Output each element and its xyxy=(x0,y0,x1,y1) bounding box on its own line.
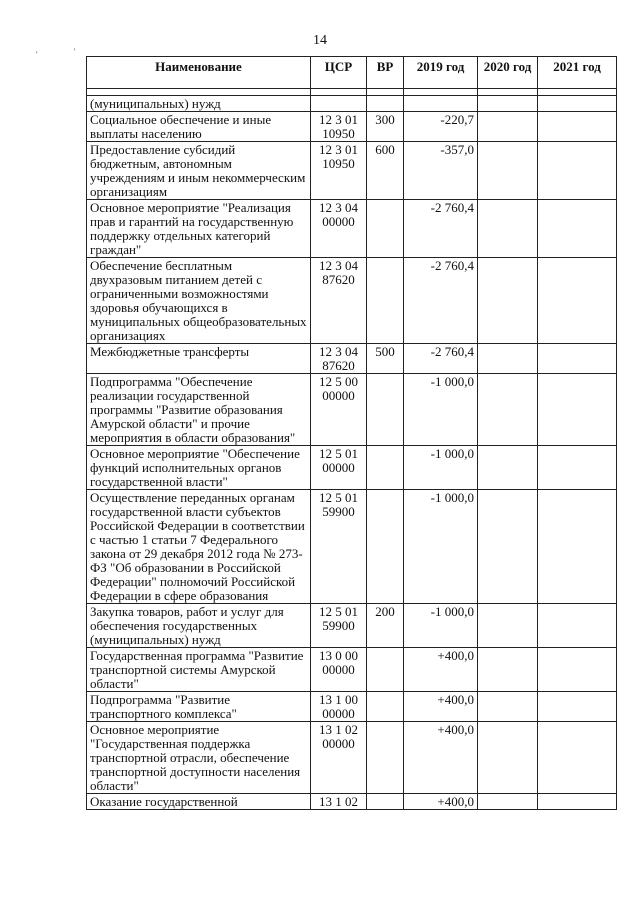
row-csr-code: 13 0 00 00000 xyxy=(311,648,367,692)
row-vr-code: 500 xyxy=(367,344,404,374)
row-value-2020 xyxy=(478,604,538,648)
table-row xyxy=(87,200,617,258)
header-2021: 2021 год xyxy=(538,57,617,89)
row-csr-code: 12 5 01 59900 xyxy=(311,490,367,604)
row-value-2020 xyxy=(478,794,538,810)
header-csr: ЦСР xyxy=(311,57,367,89)
row-vr-code xyxy=(367,648,404,692)
row-value-2019: -2 760,4 xyxy=(404,200,478,258)
row-value-2021 xyxy=(538,604,617,648)
row-value-2021 xyxy=(538,490,617,604)
row-vr-code xyxy=(367,722,404,794)
table-header-row xyxy=(87,57,617,89)
table-row xyxy=(87,112,617,142)
table-row xyxy=(87,692,617,722)
row-csr-code: 12 3 04 00000 xyxy=(311,200,367,258)
row-name: Основное мероприятие "Обеспечение функций исполнительных органов государственной власти" xyxy=(87,446,311,490)
row-value-2021 xyxy=(538,374,617,446)
row-name: Основное мероприятие "Государственная поддержка транспортной отрасли, обеспечение транспортной доступности населения области" xyxy=(87,722,311,794)
row-value-2019 xyxy=(404,96,478,112)
row-value-2019: -1 000,0 xyxy=(404,446,478,490)
row-value-2021 xyxy=(538,200,617,258)
table-row xyxy=(87,142,617,200)
table-row xyxy=(87,722,617,794)
row-vr-code xyxy=(367,446,404,490)
row-name: Подпрограмма "Развитие транспортного комплекса" xyxy=(87,692,311,722)
row-value-2020 xyxy=(478,258,538,344)
row-value-2019: +400,0 xyxy=(404,648,478,692)
row-value-2020 xyxy=(478,490,538,604)
row-value-2019: +400,0 xyxy=(404,722,478,794)
row-value-2021 xyxy=(538,112,617,142)
row-vr-code xyxy=(367,490,404,604)
row-name: Закупка товаров, работ и услуг для обеспечения государственных (муниципальных) нужд xyxy=(87,604,311,648)
header-2019: 2019 год xyxy=(404,57,478,89)
row-value-2021 xyxy=(538,344,617,374)
row-value-2021 xyxy=(538,446,617,490)
row-value-2020 xyxy=(478,374,538,446)
row-name: (муниципальных) нужд xyxy=(87,96,311,112)
row-value-2019: -1 000,0 xyxy=(404,490,478,604)
row-name: Основное мероприятие "Реализация прав и гарантий на государственную поддержку отдельных категорий граждан" xyxy=(87,200,311,258)
row-value-2020 xyxy=(478,692,538,722)
row-value-2020 xyxy=(478,446,538,490)
table-row xyxy=(87,96,617,112)
row-vr-code: 600 xyxy=(367,142,404,200)
row-csr-code: 12 3 04 87620 xyxy=(311,344,367,374)
row-csr-code: 12 5 01 59900 xyxy=(311,604,367,648)
row-csr-code: 12 3 04 87620 xyxy=(311,258,367,344)
row-value-2020 xyxy=(478,200,538,258)
row-value-2020 xyxy=(478,648,538,692)
row-value-2020 xyxy=(478,722,538,794)
row-name: Предоставление субсидий бюджетным, автономным учреждениям и иным некоммерческим организациям xyxy=(87,142,311,200)
row-vr-code: 300 xyxy=(367,112,404,142)
row-csr-code: 13 1 00 00000 xyxy=(311,692,367,722)
budget-table xyxy=(86,56,617,810)
row-value-2020 xyxy=(478,344,538,374)
table-row xyxy=(87,604,617,648)
row-value-2019: -2 760,4 xyxy=(404,344,478,374)
row-name: Подпрограмма "Обеспечение реализации государственной программы "Развитие образования Амурской области" и прочие мероприятия в области образования" xyxy=(87,374,311,446)
header-vr: ВР xyxy=(367,57,404,89)
row-csr-code: 13 1 02 xyxy=(311,794,367,810)
row-value-2021 xyxy=(538,96,617,112)
row-value-2019: +400,0 xyxy=(404,794,478,810)
row-name: Обеспечение бесплатным двухразовым питанием детей с ограниченными возможностями здоровья обучающихся в муниципальных общеобразовательных организациях xyxy=(87,258,311,344)
row-name: Межбюджетные трансферты xyxy=(87,344,311,374)
row-value-2019: -220,7 xyxy=(404,112,478,142)
header-2020: 2020 год xyxy=(478,57,538,89)
table-row xyxy=(87,258,617,344)
row-vr-code xyxy=(367,794,404,810)
row-value-2019: -1 000,0 xyxy=(404,604,478,648)
table-row xyxy=(87,490,617,604)
row-vr-code xyxy=(367,258,404,344)
table-row xyxy=(87,374,617,446)
row-value-2020 xyxy=(478,96,538,112)
row-value-2021 xyxy=(538,722,617,794)
scan-speck: ' xyxy=(36,50,38,59)
row-value-2019: +400,0 xyxy=(404,692,478,722)
row-value-2020 xyxy=(478,142,538,200)
row-value-2021 xyxy=(538,648,617,692)
table-row xyxy=(87,648,617,692)
row-value-2019: -2 760,4 xyxy=(404,258,478,344)
table-body xyxy=(87,96,617,810)
row-vr-code xyxy=(367,692,404,722)
row-vr-code: 200 xyxy=(367,604,404,648)
row-value-2021 xyxy=(538,794,617,810)
header-name: Наименование xyxy=(87,57,311,89)
row-name: Оказание государственной xyxy=(87,794,311,810)
row-vr-code xyxy=(367,374,404,446)
row-value-2021 xyxy=(538,692,617,722)
table-row xyxy=(87,344,617,374)
row-value-2021 xyxy=(538,258,617,344)
row-vr-code xyxy=(367,200,404,258)
table-row xyxy=(87,794,617,810)
page-number: 14 xyxy=(313,33,327,48)
scan-speck: ' xyxy=(74,47,76,56)
row-csr-code: 12 5 00 00000 xyxy=(311,374,367,446)
row-value-2020 xyxy=(478,112,538,142)
row-name: Осуществление переданных органам государственной власти субъектов Российской Федерации в соответствии с частью 1 статьи 7 Федерального закона от 29 декабря 2012 года № 273-ФЗ "Об образовании в Российской Федерации" полномочий Российской Федерации в сфере образования xyxy=(87,490,311,604)
row-vr-code xyxy=(367,96,404,112)
table-row xyxy=(87,446,617,490)
row-value-2019: -357,0 xyxy=(404,142,478,200)
row-csr-code: 12 3 01 10950 xyxy=(311,112,367,142)
header-spacer-row xyxy=(87,89,617,96)
row-value-2019: -1 000,0 xyxy=(404,374,478,446)
row-csr-code xyxy=(311,96,367,112)
row-name: Социальное обеспечение и иные выплаты населению xyxy=(87,112,311,142)
row-csr-code: 12 5 01 00000 xyxy=(311,446,367,490)
row-value-2021 xyxy=(538,142,617,200)
row-name: Государственная программа "Развитие транспортной системы Амурской области" xyxy=(87,648,311,692)
row-csr-code: 13 1 02 00000 xyxy=(311,722,367,794)
row-csr-code: 12 3 01 10950 xyxy=(311,142,367,200)
